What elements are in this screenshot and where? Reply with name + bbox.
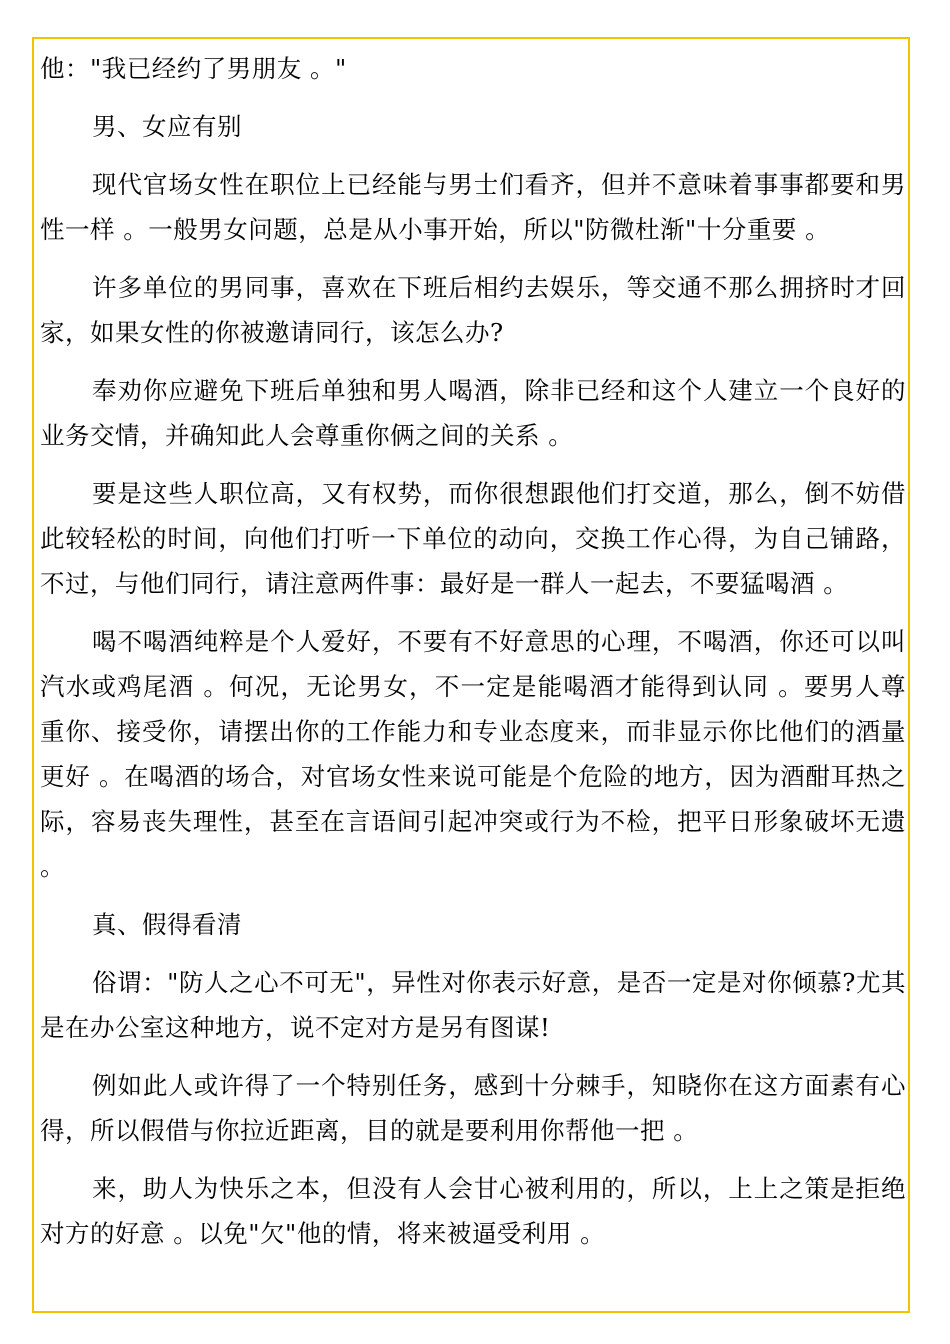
section-heading: 真、假得看清 [92,910,242,939]
section-heading: 男、女应有别 [92,112,242,141]
paragraph: 例如此人或许得了一个特别任务，感到十分棘手，知晓你在这方面素有心得，所以假借与你拉近距离，目的就是要利用你帮他一把 。 [40,1071,906,1145]
paragraph: 他："我已经约了男朋友 。" [40,54,347,83]
document-body [40,46,906,1269]
paragraph: 许多单位的男同事，喜欢在下班后相约去娱乐，等交通不那么拥挤时才回家，如果女性的你被邀请同行，该怎么办? [40,273,906,347]
paragraph: 喝不喝酒纯粹是个人爱好，不要有不好意思的心理，不喝酒，你还可以叫汽水或鸡尾酒 。何况，无论男女，不一定是能喝酒才能得到认同 。要男人尊重你、接受你，请摆出你的工作能力和专业态度来，而非显示你比他们的酒量更好 。在喝酒的场合，对官场女性来说可能是个危险的地方，因为酒酣耳热之际，容易丧失理性，甚至在言语间引起冲突或行为不检，把平日形象破坏无遗 。 [40,627,906,881]
paragraph: 要是这些人职位高，又有权势，而你很想跟他们打交道，那么，倒不妨借此较轻松的时间，向他们打听一下单位的动向，交换工作心得，为自己铺路，不过，与他们同行，请注意两件事：最好是一群人一起去，不要猛喝酒 。 [40,479,906,598]
paragraph: 来，助人为快乐之本，但没有人会甘心被利用的，所以，上上之策是拒绝对方的好意 。以免"欠"他的情，将来被逼受利用 。 [40,1174,906,1248]
paragraph: 奉劝你应避免下班后单独和男人喝酒，除非已经和这个人建立一个良好的业务交情，并确知此人会尊重你俩之间的关系 。 [40,376,906,450]
paragraph: 俗谓："防人之心不可无"，异性对你表示好意，是否一定是对你倾慕?尤其是在办公室这种地方，说不定对方是另有图谋! [40,968,906,1042]
paragraph: 现代官场女性在职位上已经能与男士们看齐，但并不意味着事事都要和男性一样 。一般男女问题，总是从小事开始，所以"防微杜渐"十分重要 。 [40,170,906,244]
